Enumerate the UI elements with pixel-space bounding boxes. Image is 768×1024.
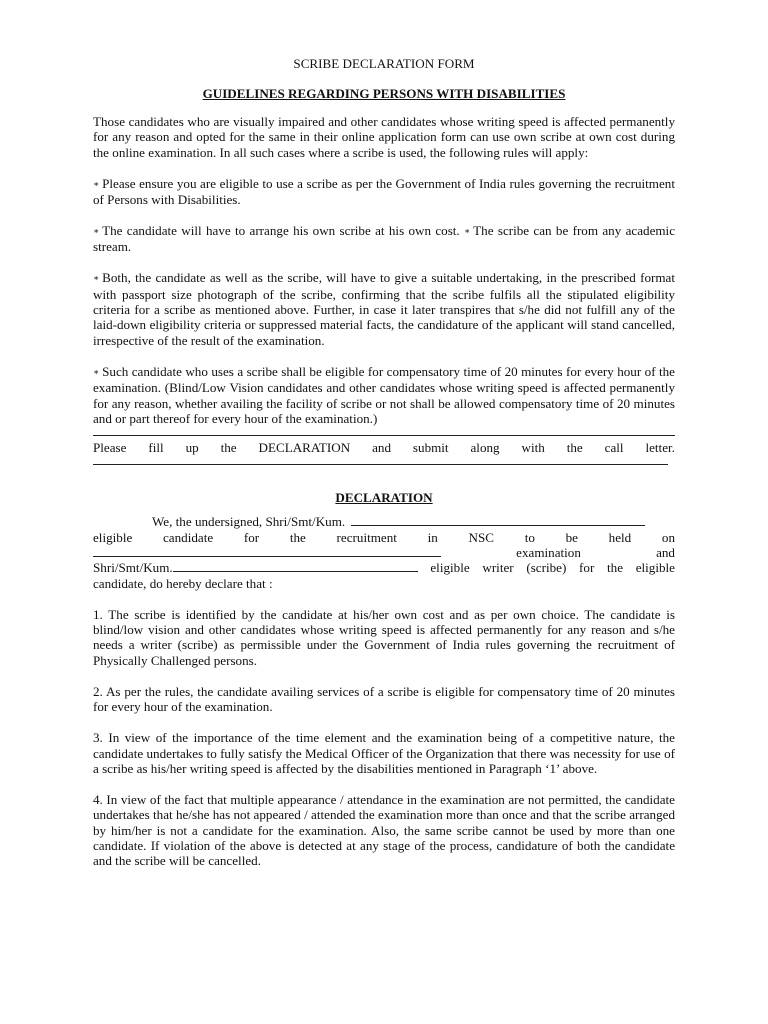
- guideline-rule-4: [93, 364, 675, 427]
- instruction-word: the: [566, 440, 583, 456]
- bullet-icon: ∗: [464, 225, 471, 236]
- declaration-point-3: 3. In view of the importance of the time element and the examination being of a competitive nature, the candidate undertakes to fully satisfy the Medical Officer of the Organization that there was necessity for use of a scribe as his/her writing speed is affected by the disabilities mentioned in Paragraph ‘1’ above.: [93, 730, 675, 776]
- declaration-form-block: [93, 514, 675, 591]
- guideline-rule-2b-text: The scribe can be from any academic stream.: [93, 222, 676, 255]
- declaration-word: (scribe): [526, 560, 567, 576]
- declaration-row: [93, 560, 675, 575]
- instruction-word: with: [521, 440, 545, 456]
- guidelines-intro: Those candidates who are visually impaired and other candidates whose writing speed is affected permanently for any reason and opted for the same in their online application form can use own scribe at own cost during the online examination. In all such cases where a scribe is used, the following rules will apply:: [93, 113, 675, 160]
- document-content: [93, 56, 675, 869]
- instruction-word: the: [220, 440, 237, 456]
- instruction-word: along: [470, 440, 500, 456]
- declaration-intro-text: We, the undersigned, Shri/Smt/Kum.: [152, 514, 346, 530]
- divider-line: [93, 435, 675, 436]
- instruction-word: submit: [412, 440, 449, 456]
- declaration-word: examination: [516, 544, 581, 560]
- declaration-word: for: [243, 529, 260, 545]
- declaration-point-1: 1. The scribe is identified by the candidate at his/her own cost and as per own choice. The candidate is blind/low vision and other candidates whose writing speed is affected permanently for any reason and s/he needs a writer (scribe) as permissible under the Government of India rules governing the recruitment of Physically Challenged persons.: [93, 606, 675, 668]
- declaration-point-4: 4. In view of the fact that multiple appearance / attendance in the examination are not permitted, the candidate undertakes that he/she has not appeared / attended the examination more than once and that the scribe arranged by him/her is not a candidate for the examination. Also, the same scribe cannot be used by more than one candidate. If violation of the above is detected at any stage of the process, candidature of both the candidate and the scribe will be cancelled.: [93, 791, 675, 869]
- guideline-rule-3: [93, 270, 675, 348]
- declaration-word: be: [565, 529, 578, 545]
- declaration-row: [93, 545, 675, 560]
- declaration-word: to: [524, 529, 535, 545]
- bullet-icon: ∗: [93, 225, 100, 236]
- instruction-word: letter.: [645, 440, 675, 456]
- declaration-word: for: [579, 560, 595, 576]
- declaration-row: [93, 514, 675, 529]
- guideline-rule-4-text: Such candidate who uses a scribe shall be eligible for compensatory time of 20 minutes for every hour of the examination. (Blind/Low Vision candidates and other candidates whose writing speed is affected permanently for any reason, whether availing the facility of scribe or not shall be allowed compensatory time of 20 minutes and or part thereof for every hour of the examination.): [93, 363, 675, 426]
- instruction-word: Please: [93, 440, 127, 456]
- candidate-name-field[interactable]: [351, 514, 645, 526]
- guideline-rule-2: [93, 223, 675, 255]
- declaration-word: writer: [482, 560, 514, 576]
- declaration-word: on: [661, 529, 675, 545]
- instruction-word: DECLARATION: [258, 440, 351, 456]
- guidelines-heading: GUIDELINES REGARDING PERSONS WITH DISABILITIES: [202, 86, 566, 102]
- declaration-word: the: [289, 529, 306, 545]
- divider-line: [93, 464, 668, 465]
- instruction-word: call: [604, 440, 624, 456]
- declaration-word: NSC: [468, 529, 494, 545]
- form-title: SCRIBE DECLARATION FORM: [293, 56, 475, 71]
- instruction-line: [93, 440, 675, 455]
- bullet-icon: ∗: [93, 366, 100, 377]
- declaration-word: in: [427, 529, 438, 545]
- declaration-row: candidate, do hereby declare that :: [93, 575, 273, 591]
- guideline-rule-2a-text: The candidate will have to arrange his own scribe at his own cost.: [102, 222, 460, 238]
- bullet-icon: ∗: [93, 178, 100, 189]
- instruction-word: fill: [148, 440, 164, 456]
- declaration-word: eligible: [93, 529, 133, 545]
- bullet-icon: ∗: [93, 273, 100, 284]
- scribe-name-field[interactable]: [173, 560, 418, 572]
- declaration-word: held: [608, 529, 632, 545]
- declaration-point-2: 2. As per the rules, the candidate availing services of a scribe is eligible for compensatory time of 20 minutes for every hour of the examination.: [93, 683, 675, 715]
- declaration-word: and: [656, 544, 675, 560]
- declaration-word: candidate: [162, 529, 214, 545]
- declaration-word: recruitment: [336, 529, 397, 545]
- scribe-title-text: Shri/Smt/Kum.: [93, 560, 173, 576]
- instruction-word: up: [185, 440, 199, 456]
- declaration-word: eligible: [635, 560, 675, 576]
- guideline-rule-1-text: Please ensure you are eligible to use a scribe as per the Government of India rules governing the recruitment of Persons with Disabilities.: [93, 175, 675, 207]
- instruction-word: and: [372, 440, 391, 456]
- declaration-word: the: [607, 560, 624, 576]
- guideline-rule-1: [93, 176, 675, 208]
- declaration-row: [93, 530, 675, 545]
- declaration-word: eligible: [430, 560, 470, 576]
- guideline-rule-3-text: Both, the candidate as well as the scribe, will have to give a suitable undertaking, in the prescribed format with passport size photograph of the scribe, confirming that the scribe fulfils all the stipulated eligibility criteria for a scribe as mentioned above. Further, in case it later transpires that s/he did not fulfill any of the laid-down eligibility criteria or suppressed material facts, the candidature of the applicant will stand cancelled, irrespective of the result of the examination.: [93, 270, 675, 348]
- declaration-heading: DECLARATION: [335, 489, 433, 505]
- scribe-name-group: [93, 560, 418, 575]
- exam-date-field[interactable]: [93, 545, 441, 557]
